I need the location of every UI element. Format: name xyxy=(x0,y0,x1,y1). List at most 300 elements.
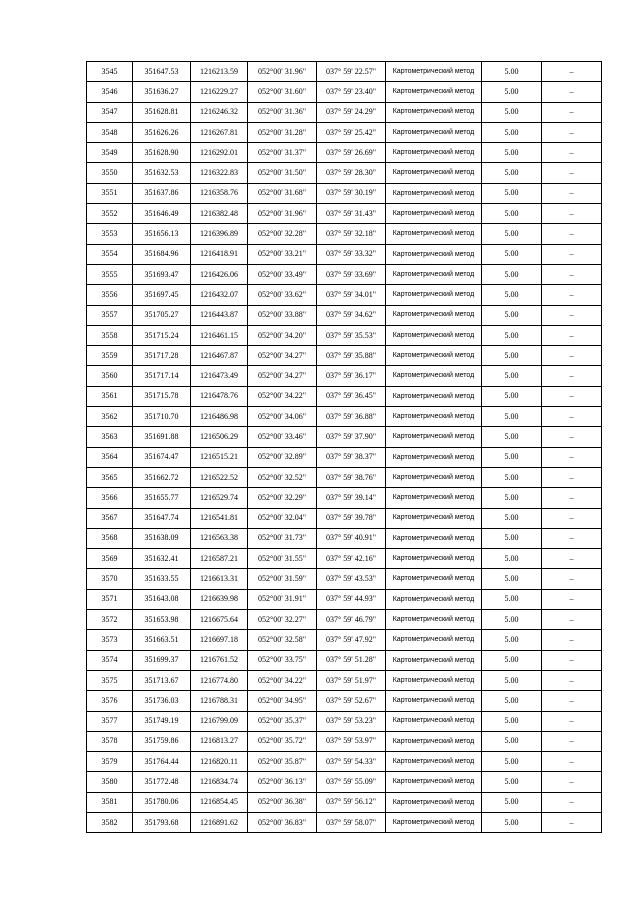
cell-latitude: 052°00' 32.28" xyxy=(248,224,317,244)
table-row xyxy=(87,183,602,203)
cell-point-number: 3575 xyxy=(87,670,133,690)
table-row xyxy=(87,62,602,82)
cell-y-coordinate: 1216213.59 xyxy=(191,62,248,82)
cell-y-coordinate: 1216382.48 xyxy=(191,204,248,224)
cell-accuracy: 5.00 xyxy=(482,285,542,305)
cell-longitude: 037° 59' 24.29" xyxy=(317,102,386,122)
cell-longitude: 037° 59' 46.79" xyxy=(317,610,386,630)
table-row xyxy=(87,488,602,508)
cell-x-coordinate: 351764.44 xyxy=(133,752,191,772)
cell-accuracy: 5.00 xyxy=(482,244,542,264)
cell-accuracy: 5.00 xyxy=(482,427,542,447)
cell-y-coordinate: 1216426.06 xyxy=(191,264,248,284)
cell-note: – xyxy=(542,143,602,163)
cell-latitude: 052°00' 36.38" xyxy=(248,792,317,812)
table-row xyxy=(87,691,602,711)
cell-x-coordinate: 351684.96 xyxy=(133,244,191,264)
cell-latitude: 052°00' 33.75" xyxy=(248,650,317,670)
cell-method: Картометрический метод xyxy=(386,589,482,609)
cell-latitude: 052°00' 36.13" xyxy=(248,772,317,792)
cell-y-coordinate: 1216229.27 xyxy=(191,82,248,102)
cell-longitude: 037° 59' 47.92" xyxy=(317,630,386,650)
cell-latitude: 052°00' 32.58" xyxy=(248,630,317,650)
cell-note: – xyxy=(542,224,602,244)
cell-note: – xyxy=(542,711,602,731)
cell-y-coordinate: 1216788.31 xyxy=(191,691,248,711)
cell-note: – xyxy=(542,285,602,305)
cell-point-number: 3545 xyxy=(87,62,133,82)
cell-x-coordinate: 351780.06 xyxy=(133,792,191,812)
cell-y-coordinate: 1216799.09 xyxy=(191,711,248,731)
cell-y-coordinate: 1216396.89 xyxy=(191,224,248,244)
cell-latitude: 052°00' 31.68" xyxy=(248,183,317,203)
cell-note: – xyxy=(542,610,602,630)
table-row xyxy=(87,244,602,264)
cell-accuracy: 5.00 xyxy=(482,224,542,244)
cell-y-coordinate: 1216587.21 xyxy=(191,549,248,569)
cell-y-coordinate: 1216443.87 xyxy=(191,305,248,325)
cell-longitude: 037° 59' 30.19" xyxy=(317,183,386,203)
cell-accuracy: 5.00 xyxy=(482,589,542,609)
cell-y-coordinate: 1216322.83 xyxy=(191,163,248,183)
cell-method: Картометрический метод xyxy=(386,772,482,792)
cell-method: Картометрический метод xyxy=(386,244,482,264)
cell-y-coordinate: 1216358.76 xyxy=(191,183,248,203)
cell-longitude: 037° 59' 33.69" xyxy=(317,264,386,284)
cell-y-coordinate: 1216834.74 xyxy=(191,772,248,792)
cell-method: Картометрический метод xyxy=(386,366,482,386)
cell-accuracy: 5.00 xyxy=(482,549,542,569)
cell-y-coordinate: 1216854.45 xyxy=(191,792,248,812)
cell-x-coordinate: 351749.19 xyxy=(133,711,191,731)
cell-method: Картометрический метод xyxy=(386,488,482,508)
cell-x-coordinate: 351674.47 xyxy=(133,447,191,467)
table-row xyxy=(87,670,602,690)
cell-x-coordinate: 351717.14 xyxy=(133,366,191,386)
cell-point-number: 3566 xyxy=(87,488,133,508)
table-row xyxy=(87,467,602,487)
cell-point-number: 3580 xyxy=(87,772,133,792)
cell-x-coordinate: 351705.27 xyxy=(133,305,191,325)
cell-point-number: 3547 xyxy=(87,102,133,122)
cell-note: – xyxy=(542,528,602,548)
cell-y-coordinate: 1216529.74 xyxy=(191,488,248,508)
cell-longitude: 037° 59' 55.09" xyxy=(317,772,386,792)
cell-y-coordinate: 1216820.11 xyxy=(191,752,248,772)
cell-accuracy: 5.00 xyxy=(482,630,542,650)
cell-longitude: 037° 59' 25.42" xyxy=(317,122,386,142)
cell-latitude: 052°00' 31.73" xyxy=(248,528,317,548)
cell-latitude: 052°00' 33.21" xyxy=(248,244,317,264)
cell-note: – xyxy=(542,752,602,772)
table-row xyxy=(87,772,602,792)
cell-note: – xyxy=(542,183,602,203)
cell-point-number: 3557 xyxy=(87,305,133,325)
cell-point-number: 3578 xyxy=(87,731,133,751)
cell-x-coordinate: 351715.78 xyxy=(133,386,191,406)
cell-accuracy: 5.00 xyxy=(482,183,542,203)
cell-longitude: 037° 59' 26.69" xyxy=(317,143,386,163)
cell-y-coordinate: 1216246.32 xyxy=(191,102,248,122)
cell-accuracy: 5.00 xyxy=(482,305,542,325)
table-row xyxy=(87,812,602,832)
cell-point-number: 3556 xyxy=(87,285,133,305)
cell-note: – xyxy=(542,630,602,650)
cell-longitude: 037° 59' 31.43" xyxy=(317,204,386,224)
cell-x-coordinate: 351632.41 xyxy=(133,549,191,569)
cell-x-coordinate: 351759.86 xyxy=(133,731,191,751)
cell-method: Картометрический метод xyxy=(386,792,482,812)
cell-latitude: 052°00' 33.46" xyxy=(248,427,317,447)
cell-x-coordinate: 351697.45 xyxy=(133,285,191,305)
cell-point-number: 3546 xyxy=(87,82,133,102)
cell-longitude: 037° 59' 52.67" xyxy=(317,691,386,711)
cell-x-coordinate: 351736.03 xyxy=(133,691,191,711)
cell-longitude: 037° 59' 40.91" xyxy=(317,528,386,548)
table-row xyxy=(87,346,602,366)
table-row xyxy=(87,163,602,183)
cell-accuracy: 5.00 xyxy=(482,752,542,772)
cell-note: – xyxy=(542,346,602,366)
table-row xyxy=(87,610,602,630)
cell-latitude: 052°00' 31.28" xyxy=(248,122,317,142)
cell-note: – xyxy=(542,244,602,264)
cell-latitude: 052°00' 31.37" xyxy=(248,143,317,163)
cell-method: Картометрический метод xyxy=(386,163,482,183)
cell-point-number: 3571 xyxy=(87,589,133,609)
table-row xyxy=(87,752,602,772)
table-row xyxy=(87,204,602,224)
cell-x-coordinate: 351693.47 xyxy=(133,264,191,284)
cell-note: – xyxy=(542,731,602,751)
cell-longitude: 037° 59' 34.01" xyxy=(317,285,386,305)
cell-latitude: 052°00' 32.89" xyxy=(248,447,317,467)
cell-method: Картометрический метод xyxy=(386,407,482,427)
table-row xyxy=(87,264,602,284)
cell-longitude: 037° 59' 35.88" xyxy=(317,346,386,366)
cell-y-coordinate: 1216478.76 xyxy=(191,386,248,406)
cell-point-number: 3576 xyxy=(87,691,133,711)
cell-latitude: 052°00' 33.88" xyxy=(248,305,317,325)
cell-x-coordinate: 351663.51 xyxy=(133,630,191,650)
cell-note: – xyxy=(542,163,602,183)
cell-point-number: 3564 xyxy=(87,447,133,467)
cell-accuracy: 5.00 xyxy=(482,508,542,528)
cell-x-coordinate: 351710.70 xyxy=(133,407,191,427)
cell-method: Картометрический метод xyxy=(386,731,482,751)
cell-x-coordinate: 351653.98 xyxy=(133,610,191,630)
cell-accuracy: 5.00 xyxy=(482,366,542,386)
table-row xyxy=(87,305,602,325)
cell-point-number: 3581 xyxy=(87,792,133,812)
cell-x-coordinate: 351632.53 xyxy=(133,163,191,183)
cell-latitude: 052°00' 35.87" xyxy=(248,752,317,772)
table-row xyxy=(87,650,602,670)
cell-method: Картометрический метод xyxy=(386,630,482,650)
cell-note: – xyxy=(542,102,602,122)
cell-point-number: 3582 xyxy=(87,812,133,832)
cell-method: Картометрический метод xyxy=(386,812,482,832)
cell-longitude: 037° 59' 54.33" xyxy=(317,752,386,772)
cell-method: Картометрический метод xyxy=(386,204,482,224)
cell-note: – xyxy=(542,427,602,447)
cell-x-coordinate: 351626.26 xyxy=(133,122,191,142)
cell-latitude: 052°00' 32.29" xyxy=(248,488,317,508)
cell-method: Картометрический метод xyxy=(386,82,482,102)
cell-accuracy: 5.00 xyxy=(482,650,542,670)
coordinates-table-body xyxy=(87,62,602,833)
cell-y-coordinate: 1216522.52 xyxy=(191,467,248,487)
cell-longitude: 037° 59' 22.57" xyxy=(317,62,386,82)
table-row xyxy=(87,528,602,548)
cell-point-number: 3573 xyxy=(87,630,133,650)
cell-method: Картометрический метод xyxy=(386,711,482,731)
cell-y-coordinate: 1216473.49 xyxy=(191,366,248,386)
cell-latitude: 052°00' 31.59" xyxy=(248,569,317,589)
cell-accuracy: 5.00 xyxy=(482,62,542,82)
cell-y-coordinate: 1216675.64 xyxy=(191,610,248,630)
cell-method: Картометрический метод xyxy=(386,143,482,163)
cell-accuracy: 5.00 xyxy=(482,610,542,630)
cell-note: – xyxy=(542,772,602,792)
cell-point-number: 3577 xyxy=(87,711,133,731)
table-row xyxy=(87,711,602,731)
table-row xyxy=(87,549,602,569)
cell-y-coordinate: 1216486.98 xyxy=(191,407,248,427)
cell-x-coordinate: 351643.08 xyxy=(133,589,191,609)
cell-y-coordinate: 1216639.98 xyxy=(191,589,248,609)
cell-point-number: 3572 xyxy=(87,610,133,630)
cell-longitude: 037° 59' 44.93" xyxy=(317,589,386,609)
cell-point-number: 3553 xyxy=(87,224,133,244)
cell-method: Картометрический метод xyxy=(386,610,482,630)
table-row xyxy=(87,102,602,122)
cell-point-number: 3549 xyxy=(87,143,133,163)
cell-x-coordinate: 351647.53 xyxy=(133,62,191,82)
table-row xyxy=(87,224,602,244)
cell-point-number: 3563 xyxy=(87,427,133,447)
table-row xyxy=(87,589,602,609)
cell-method: Картометрический метод xyxy=(386,386,482,406)
cell-longitude: 037° 59' 39.78" xyxy=(317,508,386,528)
cell-latitude: 052°00' 34.27" xyxy=(248,346,317,366)
cell-y-coordinate: 1216613.31 xyxy=(191,569,248,589)
cell-accuracy: 5.00 xyxy=(482,447,542,467)
cell-latitude: 052°00' 31.55" xyxy=(248,549,317,569)
cell-point-number: 3552 xyxy=(87,204,133,224)
cell-note: – xyxy=(542,82,602,102)
cell-note: – xyxy=(542,62,602,82)
table-row xyxy=(87,407,602,427)
cell-longitude: 037° 59' 37.90" xyxy=(317,427,386,447)
cell-note: – xyxy=(542,650,602,670)
cell-latitude: 052°00' 34.06" xyxy=(248,407,317,427)
cell-y-coordinate: 1216292.01 xyxy=(191,143,248,163)
table-row xyxy=(87,82,602,102)
cell-method: Картометрический метод xyxy=(386,62,482,82)
cell-latitude: 052°00' 34.20" xyxy=(248,325,317,345)
cell-note: – xyxy=(542,204,602,224)
cell-point-number: 3555 xyxy=(87,264,133,284)
cell-longitude: 037° 59' 36.45" xyxy=(317,386,386,406)
table-row xyxy=(87,366,602,386)
cell-point-number: 3548 xyxy=(87,122,133,142)
cell-latitude: 052°00' 34.27" xyxy=(248,366,317,386)
cell-accuracy: 5.00 xyxy=(482,204,542,224)
cell-y-coordinate: 1216461.15 xyxy=(191,325,248,345)
cell-note: – xyxy=(542,508,602,528)
cell-accuracy: 5.00 xyxy=(482,812,542,832)
cell-note: – xyxy=(542,264,602,284)
cell-point-number: 3567 xyxy=(87,508,133,528)
cell-x-coordinate: 351772.48 xyxy=(133,772,191,792)
cell-x-coordinate: 351662.72 xyxy=(133,467,191,487)
cell-y-coordinate: 1216697.18 xyxy=(191,630,248,650)
cell-longitude: 037° 59' 43.53" xyxy=(317,569,386,589)
cell-note: – xyxy=(542,792,602,812)
cell-latitude: 052°00' 31.36" xyxy=(248,102,317,122)
cell-accuracy: 5.00 xyxy=(482,82,542,102)
cell-x-coordinate: 351637.86 xyxy=(133,183,191,203)
cell-latitude: 052°00' 33.49" xyxy=(248,264,317,284)
cell-accuracy: 5.00 xyxy=(482,467,542,487)
cell-point-number: 3554 xyxy=(87,244,133,264)
cell-method: Картометрический метод xyxy=(386,549,482,569)
cell-note: – xyxy=(542,467,602,487)
cell-y-coordinate: 1216432.07 xyxy=(191,285,248,305)
cell-point-number: 3568 xyxy=(87,528,133,548)
cell-latitude: 052°00' 36.83" xyxy=(248,812,317,832)
cell-longitude: 037° 59' 42.16" xyxy=(317,549,386,569)
cell-accuracy: 5.00 xyxy=(482,488,542,508)
cell-latitude: 052°00' 34.22" xyxy=(248,670,317,690)
cell-method: Картометрический метод xyxy=(386,427,482,447)
cell-note: – xyxy=(542,366,602,386)
cell-y-coordinate: 1216813.27 xyxy=(191,731,248,751)
cell-accuracy: 5.00 xyxy=(482,772,542,792)
cell-x-coordinate: 351691.88 xyxy=(133,427,191,447)
cell-latitude: 052°00' 31.96" xyxy=(248,62,317,82)
cell-y-coordinate: 1216541.81 xyxy=(191,508,248,528)
cell-point-number: 3559 xyxy=(87,346,133,366)
cell-method: Картометрический метод xyxy=(386,325,482,345)
cell-point-number: 3570 xyxy=(87,569,133,589)
table-row xyxy=(87,447,602,467)
cell-latitude: 052°00' 32.52" xyxy=(248,467,317,487)
cell-note: – xyxy=(542,589,602,609)
table-row xyxy=(87,792,602,812)
cell-accuracy: 5.00 xyxy=(482,163,542,183)
cell-x-coordinate: 351628.90 xyxy=(133,143,191,163)
cell-note: – xyxy=(542,305,602,325)
cell-point-number: 3565 xyxy=(87,467,133,487)
cell-point-number: 3574 xyxy=(87,650,133,670)
cell-x-coordinate: 351633.55 xyxy=(133,569,191,589)
cell-x-coordinate: 351793.68 xyxy=(133,812,191,832)
cell-accuracy: 5.00 xyxy=(482,670,542,690)
cell-point-number: 3562 xyxy=(87,407,133,427)
cell-x-coordinate: 351713.67 xyxy=(133,670,191,690)
cell-method: Картометрический метод xyxy=(386,670,482,690)
cell-accuracy: 5.00 xyxy=(482,143,542,163)
table-row xyxy=(87,386,602,406)
cell-x-coordinate: 351715.24 xyxy=(133,325,191,345)
cell-method: Картометрический метод xyxy=(386,183,482,203)
cell-latitude: 052°00' 35.72" xyxy=(248,731,317,751)
cell-accuracy: 5.00 xyxy=(482,569,542,589)
cell-method: Картометрический метод xyxy=(386,467,482,487)
table-row xyxy=(87,122,602,142)
cell-method: Картометрический метод xyxy=(386,447,482,467)
cell-accuracy: 5.00 xyxy=(482,731,542,751)
cell-method: Картометрический метод xyxy=(386,691,482,711)
cell-x-coordinate: 351717.28 xyxy=(133,346,191,366)
cell-latitude: 052°00' 31.60" xyxy=(248,82,317,102)
cell-latitude: 052°00' 34.22" xyxy=(248,386,317,406)
cell-method: Картометрический метод xyxy=(386,122,482,142)
cell-latitude: 052°00' 33.62" xyxy=(248,285,317,305)
cell-latitude: 052°00' 31.96" xyxy=(248,204,317,224)
cell-longitude: 037° 59' 39.14" xyxy=(317,488,386,508)
cell-point-number: 3558 xyxy=(87,325,133,345)
table-row xyxy=(87,569,602,589)
cell-note: – xyxy=(542,488,602,508)
cell-latitude: 052°00' 32.04" xyxy=(248,508,317,528)
cell-longitude: 037° 59' 53.23" xyxy=(317,711,386,731)
cell-method: Картометрический метод xyxy=(386,528,482,548)
cell-latitude: 052°00' 31.91" xyxy=(248,589,317,609)
cell-longitude: 037° 59' 28.30" xyxy=(317,163,386,183)
table-row xyxy=(87,143,602,163)
cell-x-coordinate: 351628.81 xyxy=(133,102,191,122)
cell-accuracy: 5.00 xyxy=(482,528,542,548)
cell-method: Картометрический метод xyxy=(386,224,482,244)
cell-point-number: 3560 xyxy=(87,366,133,386)
cell-x-coordinate: 351647.74 xyxy=(133,508,191,528)
table-row xyxy=(87,630,602,650)
table-row xyxy=(87,731,602,751)
cell-longitude: 037° 59' 34.62" xyxy=(317,305,386,325)
cell-note: – xyxy=(542,569,602,589)
cell-note: – xyxy=(542,325,602,345)
cell-y-coordinate: 1216267.81 xyxy=(191,122,248,142)
cell-accuracy: 5.00 xyxy=(482,102,542,122)
cell-note: – xyxy=(542,122,602,142)
table-row xyxy=(87,508,602,528)
cell-method: Картометрический метод xyxy=(386,285,482,305)
cell-method: Картометрический метод xyxy=(386,508,482,528)
cell-method: Картометрический метод xyxy=(386,346,482,366)
cell-accuracy: 5.00 xyxy=(482,792,542,812)
cell-longitude: 037° 59' 53.97" xyxy=(317,731,386,751)
cell-method: Картометрический метод xyxy=(386,264,482,284)
cell-y-coordinate: 1216515.21 xyxy=(191,447,248,467)
cell-longitude: 037° 59' 38.76" xyxy=(317,467,386,487)
cell-y-coordinate: 1216563.38 xyxy=(191,528,248,548)
cell-longitude: 037° 59' 58.07" xyxy=(317,812,386,832)
cell-y-coordinate: 1216761.52 xyxy=(191,650,248,670)
cell-x-coordinate: 351655.77 xyxy=(133,488,191,508)
cell-longitude: 037° 59' 36.88" xyxy=(317,407,386,427)
cell-x-coordinate: 351699.37 xyxy=(133,650,191,670)
cell-accuracy: 5.00 xyxy=(482,346,542,366)
cell-method: Картометрический метод xyxy=(386,569,482,589)
cell-x-coordinate: 351656.13 xyxy=(133,224,191,244)
cell-accuracy: 5.00 xyxy=(482,711,542,731)
table-row xyxy=(87,325,602,345)
cell-latitude: 052°00' 34.95" xyxy=(248,691,317,711)
cell-accuracy: 5.00 xyxy=(482,407,542,427)
